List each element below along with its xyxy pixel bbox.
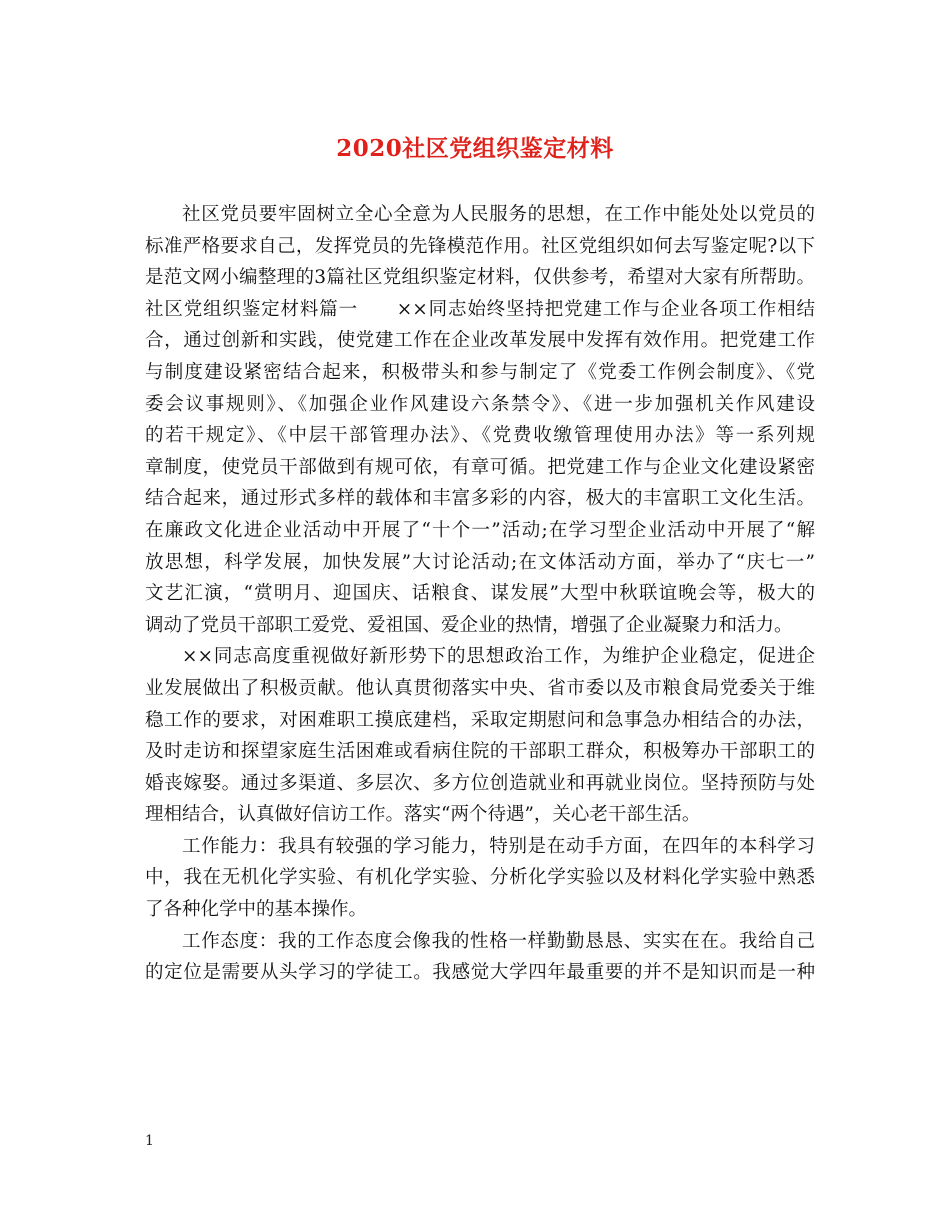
text-line: 社区党组织鉴定材料篇一 ××同志始终坚持把党建工作与企业各项工作相结 (145, 298, 815, 320)
text-line: 社区党员要牢固树立全心全意为人民服务的思想，在工作中能处处以党员的 (182, 204, 815, 225)
text-line: 结合起来，通过形式多样的载体和丰富多彩的内容，极大的丰富职工文化生活。 (145, 488, 815, 510)
text-line: 及时走访和探望家庭生活困难或看病住院的干部职工群众，积极筹办干部职工的 (145, 741, 815, 763)
text-line: 文艺汇演，“赏明月、迎国庆、话粮食、谋发展”大型中秋联谊晚会等，极大的 (145, 583, 815, 605)
document-title: 2020社区党组织鉴定材料 (336, 135, 614, 162)
text-line: 的若干规定》、《中层干部管理办法》、《党费收缴管理使用办法》等一系列规 (145, 425, 815, 447)
text-line: 章制度，使党员干部做到有规可依，有章可循。把党建工作与企业文化建设紧密 (145, 456, 815, 478)
text-line: 工作态度：我的工作态度会像我的性格一样勤勤恳恳、实实在在。我给自己 (182, 930, 815, 952)
text-line: 合，通过创新和实践，使党建工作在企业改革发展中发挥有效作用。把党建工作 (145, 330, 815, 352)
document-body (145, 199, 815, 989)
text-line: 是范文网小编整理的3篇社区党组织鉴定材料，仅供参考，希望对大家有所帮助。 (145, 267, 815, 289)
text-line: 工作能力：我具有较强的学习能力，特别是在动手方面，在四年的本科学习 (182, 835, 815, 857)
text-line: 的定位是需要从头学习的学徒工。我感觉大学四年最重要的并不是知识而是一种 (145, 962, 815, 984)
text-line: 委会议事规则》、《加强企业作风建设六条禁令》、《进一步加强机关作风建设 (145, 393, 815, 415)
text-line: 婚丧嫁娶。通过多渠道、多层次、多方位创造就业和再就业岗位。坚持预防与处 (145, 772, 815, 794)
text-line: 在廉政文化进企业活动中开展了“十个一”活动;在学习型企业活动中开展了“解 (145, 519, 815, 541)
text-line: 业发展做出了积极贡献。他认真贯彻落实中央、省市委以及市粮食局党委关于维 (145, 677, 815, 699)
page-number: 1 (145, 1133, 154, 1149)
text-line: ××同志高度重视做好新形势下的思想政治工作，为维护企业稳定，促进企 (182, 646, 815, 668)
text-line: 中，我在无机化学实验、有机化学实验、分析化学实验以及材料化学实验中熟悉 (145, 867, 815, 889)
text-line: 理相结合，认真做好信访工作。落实“两个待遇”，关心老干部生活。 (145, 804, 701, 826)
text-line: 与制度建设紧密结合起来，积极带头和参与制定了《党委工作例会制度》、《党 (145, 361, 815, 383)
text-line: 调动了党员干部职工爱党、爱祖国、爱企业的热情，增强了企业凝聚力和活力。 (145, 614, 793, 636)
text-line: 了各种化学中的基本操作。 (145, 899, 368, 921)
text-line: 放思想，科学发展，加快发展”大讨论活动;在文体活动方面，举办了“庆七一” (145, 551, 815, 573)
text-line: 标准严格要求自己，发挥党员的先锋模范作用。社区党组织如何去写鉴定呢?以下 (145, 235, 815, 257)
text-line: 稳工作的要求，对困难职工摸底建档，采取定期慰问和急事急办相结合的办法， (145, 709, 815, 731)
